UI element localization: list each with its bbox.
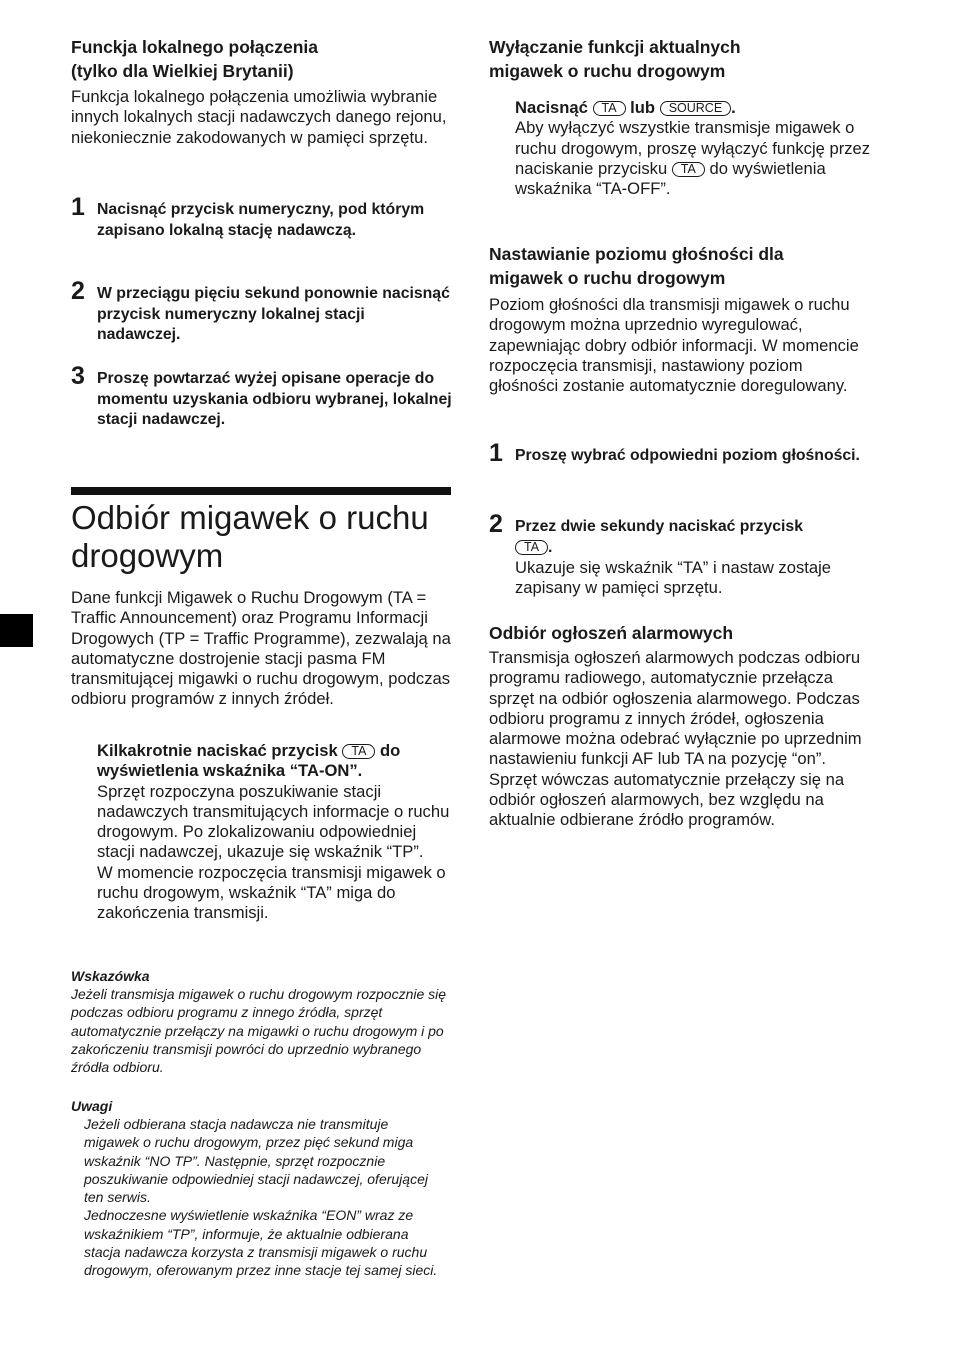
- volume-heading-line1: Nastawianie poziomu głośności dla: [489, 244, 784, 264]
- intro-paragraph: Dane funkcji Migawek o Ruchu Drogowym (TA = Traffic Announcement) oraz Programu Informacji Drogowych (TP = Traffic Programme), zezwalają na automatyczne dostrojenie stacji pasma FM transmitującej migawki o ruchu drogowym, podczas odbioru programów z innych źródeł.: [71, 588, 451, 709]
- volume-step-2: [489, 510, 874, 599]
- ta-off-heading: [489, 35, 874, 83]
- tip-block: [71, 967, 453, 1076]
- ta-off-instruction: [515, 98, 874, 199]
- ta-off-text-after: do wyświetlenia wskaźnika “TA-OFF”.: [515, 158, 826, 199]
- local-step-1: [71, 193, 451, 241]
- local-link-paragraph: Funkcja lokalnego połączenia umożliwia wybranie innych lokalnych stacji nadawczych danego rejonu, niekoniecznie zakodowanych w pamięci sprzętu.: [71, 87, 447, 147]
- step-text: Proszę wybrać odpowiedni poziom głośności.: [515, 447, 860, 464]
- tip-text: Jeżeli transmisja migawek o ruchu drogowym rozpocznie się podczas odbioru programu z innego źródła, sprzęt automatycznie przełączy na migawki o ruchu drogowym i po zakończeniu transmisji powróci do uprzednio wybranego źródła odbioru.: [71, 986, 447, 1076]
- ta-key: TA: [593, 101, 626, 116]
- local-step-2: [71, 277, 451, 346]
- instruction-bold: Kilkakrotnie naciskać przycisk: [97, 741, 338, 760]
- ta-key: TA: [672, 162, 705, 177]
- note-item-2: Jednoczesne wyświetlenie wskaźnika “EON” wraz ze wskaźnikiem “TP”, informuje, że aktualnie odbierana stacja nadawcza korzysta z transmisji migawek o ruchu drogowym, oferowanym przez inne stacje tej samej sieci.: [84, 1207, 438, 1279]
- step2-text: Przez dwie sekundy naciskać przycisk: [515, 518, 804, 535]
- ta-off-text-before: Aby wyłączyć wszystkie transmisje migawek o ruchu drogowym, proszę wyłączyć funkcję przez naciskanie przycisku: [515, 118, 871, 178]
- local-link-heading: [71, 35, 451, 83]
- step-text: W przeciągu pięciu sekund ponownie nacisnąć przycisk numeryczny lokalnej stacji nadawczej.: [97, 285, 450, 343]
- step-number: 3: [71, 362, 85, 390]
- ta-on-instruction: [97, 741, 455, 924]
- instruction-period: .: [731, 98, 736, 117]
- step2-detail: Ukazuje się wskaźnik “TA” i nastaw zostaje zapisany w pamięci sprzętu.: [515, 558, 832, 598]
- section-tab-marker: [0, 614, 33, 647]
- alarm-heading: Odbiór ogłoszeń alarmowych: [489, 623, 734, 643]
- alarm-paragraph: Transmisja ogłoszeń alarmowych podczas odbioru programu radiowego, automatycznie przełącza sprzęt na odbiór ogłoszenia alarmowego. Podczas odbioru programu z innych źródeł, ogłoszenia alarmowe można odebrać wyłącznie po uprzednim nastawieniu funkcji AF lub TA na pozycję “on”. Sprzęt wówczas automatycznie przełączy się na odbiór ogłoszeń alarmowych, bez względu na aktualnie odbierane źródło programów.: [489, 648, 862, 830]
- step-text: [515, 517, 874, 558]
- step2-period: .: [548, 538, 553, 556]
- ta-key: TA: [515, 540, 548, 555]
- volume-paragraph: Poziom głośności dla transmisji migawek o ruchu drogowym można uprzednio wyregulować, zapewniając dobry odbiór informacji. W momencie rozpoczęcia transmisji, nastawiony poziom głośności zostanie automatycznie doregulowany.: [489, 295, 859, 396]
- step-number: 1: [71, 193, 85, 221]
- notes-block: [71, 1097, 453, 1280]
- source-key: SOURCE: [660, 101, 731, 116]
- volume-step-1: [489, 439, 874, 467]
- ta-key: TA: [342, 744, 375, 759]
- step-text: Nacisnąć przycisk numeryczny, pod którym zapisano lokalną stację nadawczą.: [97, 201, 425, 239]
- instruction-bold: Nacisnąć: [515, 98, 588, 117]
- local-link-heading-line2: (tylko dla Wielkiej Brytanii): [71, 61, 294, 81]
- volume-heading: [489, 242, 874, 290]
- instruction-or: lub: [630, 98, 656, 117]
- step-number: 2: [71, 277, 85, 305]
- tip-heading: Wskazówka: [71, 968, 150, 984]
- ta-off-heading-line2: migawek o ruchu drogowym: [489, 61, 726, 81]
- note-item-1: Jeżeli odbierana stacja nadawcza nie transmituje migawek o ruchu drogowym, przez pięć sekund miga wskaźnik “NO TP”. Następnie, sprzęt rozpocznie poszukiwanie odpowiedniej stacji nadawczej, oferującej ten serwis.: [84, 1116, 428, 1206]
- volume-heading-line2: migawek o ruchu drogowym: [489, 268, 726, 288]
- instruction-bold-end: do wyświetlenia wskaźnika “TA-ON”.: [97, 741, 401, 781]
- local-step-3: [71, 362, 456, 431]
- title-rule: [71, 487, 451, 495]
- notes-heading: Uwagi: [71, 1098, 113, 1114]
- step-number: 1: [489, 439, 503, 467]
- instruction-text-2: W momencie rozpoczęcia transmisji migawek o ruchu drogowym, wskaźnik “TA” miga do zakończenia transmisji.: [97, 862, 446, 923]
- step-text: Proszę powtarzać wyżej opisane operacje do momentu uzyskania odbioru wybranej, lokalnej stacji nadawczej.: [97, 370, 452, 428]
- ta-off-text: [515, 118, 874, 199]
- page-title: Odbiór migawek o ruchu drogowym: [71, 499, 429, 574]
- ta-off-heading-line1: Wyłączanie funkcji aktualnych: [489, 37, 741, 57]
- local-link-heading-line1: Funckja lokalnego połączenia: [71, 37, 319, 57]
- step-number: 2: [489, 510, 503, 538]
- instruction-text-1: Sprzęt rozpoczyna poszukiwanie stacji nadawczych transmitujących informacje o ruchu drogowym. Po zlokalizowaniu odpowiedniej stacji nadawczej, ukazuje się wskaźnik “TP”.: [97, 781, 450, 862]
